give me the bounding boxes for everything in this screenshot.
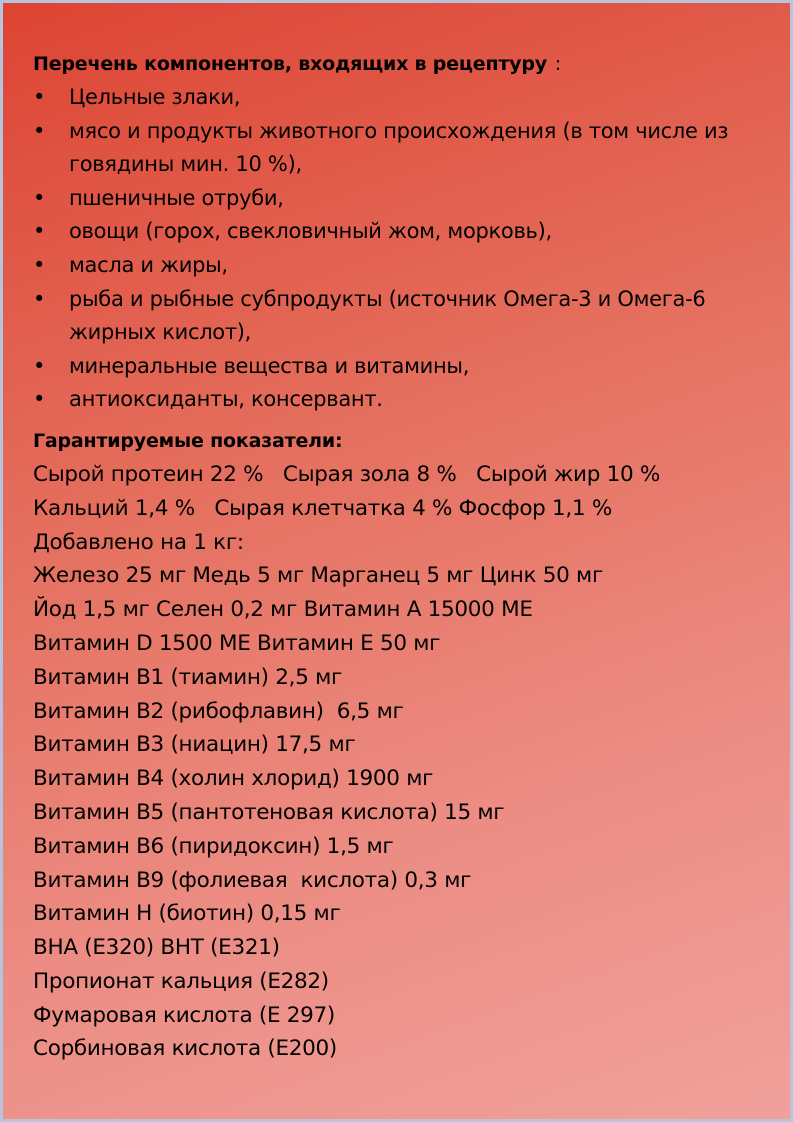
guaranteed-values	[33, 458, 774, 1066]
bullet-icon: •	[33, 118, 46, 143]
component-text: мясо и продукты животного происхождения (в том числе из говядины мин. 10 %),	[69, 118, 729, 177]
component-text: пшеничные отруби,	[69, 185, 284, 210]
component-item	[33, 350, 774, 384]
component-item	[33, 283, 774, 350]
value-line: Добавлено на 1 кг:	[33, 529, 244, 555]
value-line: Витамин D 1500 МЕ Витамин Е 50 мг	[33, 630, 441, 656]
component-text: антиоксиданты, консервант.	[69, 387, 383, 412]
value-line: Витамин В3 (ниацин) 17,5 мг	[33, 732, 356, 758]
value-line: Кальций 1,4 % Сырая клетчатка 4 % Фосфор 1,1 %	[33, 495, 613, 521]
bullet-icon: •	[33, 219, 46, 244]
components-heading	[33, 47, 774, 81]
components-heading-suffix: :	[548, 53, 561, 75]
bullet-icon: •	[33, 185, 46, 210]
component-text: масла и жиры,	[69, 252, 228, 277]
value-line: Витамин В2 (рибофлавин) 6,5 мг	[33, 698, 404, 724]
value-line: Витамин В9 (фолиевая кислота) 0,3 мг	[33, 867, 472, 893]
component-item	[33, 182, 774, 216]
value-line: ВНА (Е320) ВНТ (Е321)	[33, 935, 280, 961]
component-item	[33, 249, 774, 283]
value-line: Фумаровая кислота (Е 297)	[33, 1002, 335, 1028]
components-heading-text: Перечень компонентов, входящих в рецептуру	[33, 53, 547, 75]
bullet-icon: •	[33, 85, 46, 109]
value-line: Йод 1,5 мг Селен 0,2 мг Витамин А 15000 МЕ	[33, 597, 533, 623]
value-line: Железо 25 мг Медь 5 мг Марганец 5 мг Цинк 50 мг	[33, 563, 603, 589]
bullet-icon: •	[33, 286, 46, 311]
value-line: Сорбиновая кислота (Е200)	[33, 1036, 337, 1062]
guaranteed-heading: Гарантируемые показатели:	[33, 429, 343, 452]
document-page	[3, 3, 790, 1119]
component-text: овощи (горох, свекловичный жом, морковь),	[69, 219, 552, 244]
component-item	[33, 81, 774, 115]
value-line: Витамин Н (биотин) 0,15 мг	[33, 901, 341, 927]
bullet-icon: •	[33, 353, 46, 378]
value-line: Витамин В6 (пиридоксин) 1,5 мг	[33, 833, 394, 859]
component-text: рыба и рыбные субпродукты (источник Омега-3 и Омега-6 жирных кислот),	[69, 286, 706, 345]
bullet-icon: •	[33, 387, 46, 412]
value-line: Сырой протеин 22 % Сырая зола 8 % Сырой жир 10 %	[33, 461, 660, 487]
component-item	[33, 215, 774, 249]
bullet-icon: •	[33, 252, 46, 277]
component-item	[33, 383, 774, 417]
value-line: Витамин В5 (пантотеновая кислота) 15 мг	[33, 799, 505, 825]
component-item	[33, 115, 774, 182]
value-line: Витамин В1 (тиамин) 2,5 мг	[33, 664, 343, 690]
component-text: минеральные вещества и витамины,	[69, 353, 470, 378]
value-line: Пропионат кальция (Е282)	[33, 968, 329, 994]
components-list	[33, 81, 774, 417]
value-line: Витамин В4 (холин хлорид) 1900 мг	[33, 766, 434, 792]
component-text: Цельные злаки,	[69, 85, 241, 109]
